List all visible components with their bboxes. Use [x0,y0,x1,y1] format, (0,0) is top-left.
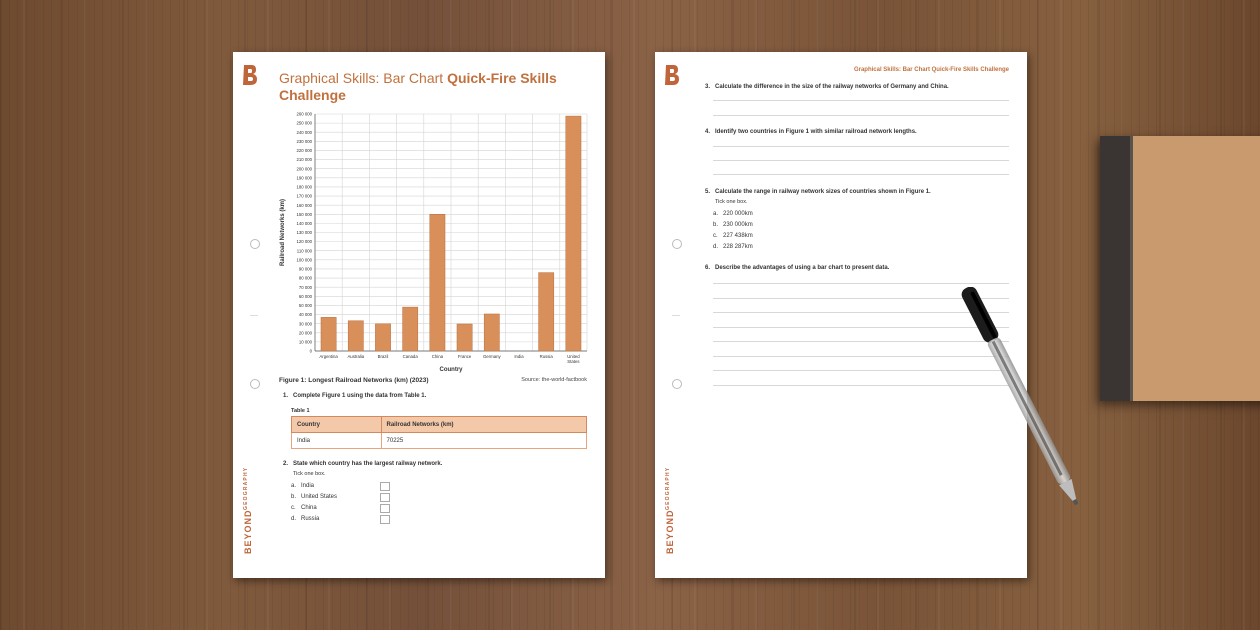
bar [484,314,499,351]
question-text: State which country has the largest railway network. [293,461,443,467]
y-tick-label: 130 000 [296,230,312,236]
question-number: 1. [283,393,289,399]
y-tick-label: 250 000 [296,120,312,126]
title-bold: Quick-Fire Skills Challenge [279,70,557,103]
question-6: 6. Describe the advantages of using a bar chart to present data. [705,265,890,271]
y-tick-label: 30 000 [298,321,312,327]
x-tick-label: United [567,354,580,359]
x-tick-label: Argentina [319,354,338,359]
question-instruction: Tick one box. [293,471,326,477]
tick-box[interactable] [380,504,390,513]
bar [539,273,554,351]
answer-option: a. India [291,483,315,489]
question-number: 2. [283,461,289,467]
punch-hole [250,379,260,389]
notebook-spine [1100,136,1132,401]
question-instruction: Tick one box. [715,199,748,205]
y-tick-label: 0 [309,348,312,354]
table-label: Table 1 [291,408,310,414]
answer-option: d. Russia [291,516,320,522]
brand-subject: GEOGRAPHY [243,466,249,510]
x-tick-label: France [457,354,472,359]
brand-name: BEYOND [665,509,675,554]
answer-line[interactable] [713,115,1009,116]
answer-line[interactable] [713,283,1009,284]
y-tick-label: 120 000 [296,239,312,245]
y-tick-label: 170 000 [296,193,312,199]
figure-source: Source: the-world-factbook [521,377,587,383]
answer-line[interactable] [713,100,1009,101]
punch-hole [672,379,682,389]
brand-sidebar [661,462,681,562]
divider [672,315,680,316]
y-tick-label: 140 000 [296,220,312,226]
page-header: Graphical Skills: Bar Chart Quick-Fire Skills Challenge [853,67,1009,73]
y-tick-label: 260 000 [296,111,312,117]
x-tick-label: India [514,354,524,359]
bar [321,317,336,351]
y-tick-label: 20 000 [298,330,312,336]
column-header-country: Country [292,417,382,433]
answer-option: b. 230 000km [713,222,753,228]
y-tick-label: 160 000 [296,202,312,208]
brand-sidebar [239,462,259,562]
question-1 [283,393,426,399]
question-5: 5. Calculate the range in railway network sizes of countries shown in Figure 1. [705,189,931,195]
brand-name: BEYOND [243,509,253,554]
tick-box[interactable] [380,482,390,491]
bar [566,116,581,351]
answer-option: a. 220 000km [713,211,753,217]
y-tick-label: 100 000 [296,257,312,263]
y-tick-label: 210 000 [296,157,312,163]
y-tick-label: 50 000 [298,303,312,309]
column-header-railroad: Railroad Networks (km) [381,417,586,433]
y-tick-label: 150 000 [296,211,312,217]
notebook-spine-edge [1130,136,1133,401]
title-light: Graphical Skills: Bar Chart [279,70,444,86]
x-tick-label: Russia [539,354,553,359]
worksheet-page-1 [233,52,605,578]
bar-chart [273,110,593,374]
beyond-logo-icon [241,64,258,86]
y-tick-label: 80 000 [298,275,312,281]
y-tick-label: 40 000 [298,312,312,318]
y-tick-label: 240 000 [296,129,312,135]
divider [250,315,258,316]
answer-line[interactable] [713,146,1009,147]
x-tick-label: States [567,359,580,364]
answer-option: c. China [291,505,317,511]
table-cell-country: India [292,433,382,449]
x-tick-label: Australia [347,354,365,359]
y-tick-label: 180 000 [296,184,312,190]
y-tick-label: 60 000 [298,293,312,299]
bar [430,214,445,351]
question-text: Complete Figure 1 using the data from Table 1. [293,393,427,399]
table-cell-value: 70225 [381,433,586,449]
figure-caption: Figure 1: Longest Railroad Networks (km) (2023) [279,377,429,384]
table-row [292,433,587,449]
y-axis-title: Railroad Networks (km) [280,198,286,267]
answer-line[interactable] [713,174,1009,175]
bar [403,307,418,351]
answer-option: d. 228 287km [713,244,753,250]
x-tick-label: Germany [482,354,501,359]
bar [457,324,472,351]
y-tick-label: 230 000 [296,138,312,144]
question-3: 3. Calculate the difference in the size of the railway networks of Germany and China. [705,84,949,90]
notebook [1100,136,1260,401]
tick-box[interactable] [380,515,390,524]
page-title [279,70,597,104]
question-4: 4. Identify two countries in Figure 1 with similar railroad network lengths. [705,129,917,135]
x-tick-label: Canada [402,354,418,359]
y-tick-label: 110 000 [296,248,312,254]
pen-icon [958,287,1078,537]
question-2 [283,461,442,467]
y-tick-label: 220 000 [296,148,312,154]
x-axis-title: Country [439,367,463,373]
answer-option: c. 227 438km [713,233,753,239]
punch-hole [250,239,260,249]
answer-option: b. United States [291,494,338,500]
y-tick-label: 10 000 [298,339,312,345]
tick-box[interactable] [380,493,390,502]
punch-hole [672,239,682,249]
answer-line[interactable] [713,160,1009,161]
brand-subject: GEOGRAPHY [665,466,671,510]
bar [348,321,363,351]
y-tick-label: 200 000 [296,166,312,172]
y-tick-label: 190 000 [296,175,312,181]
bar [375,324,390,351]
beyond-logo-icon [663,64,680,86]
table-header-row [292,417,587,433]
x-tick-label: China [431,354,444,359]
data-table [291,416,587,449]
y-tick-label: 90 000 [298,266,312,272]
y-tick-label: 70 000 [298,284,312,290]
x-tick-label: Brazil [377,354,389,359]
